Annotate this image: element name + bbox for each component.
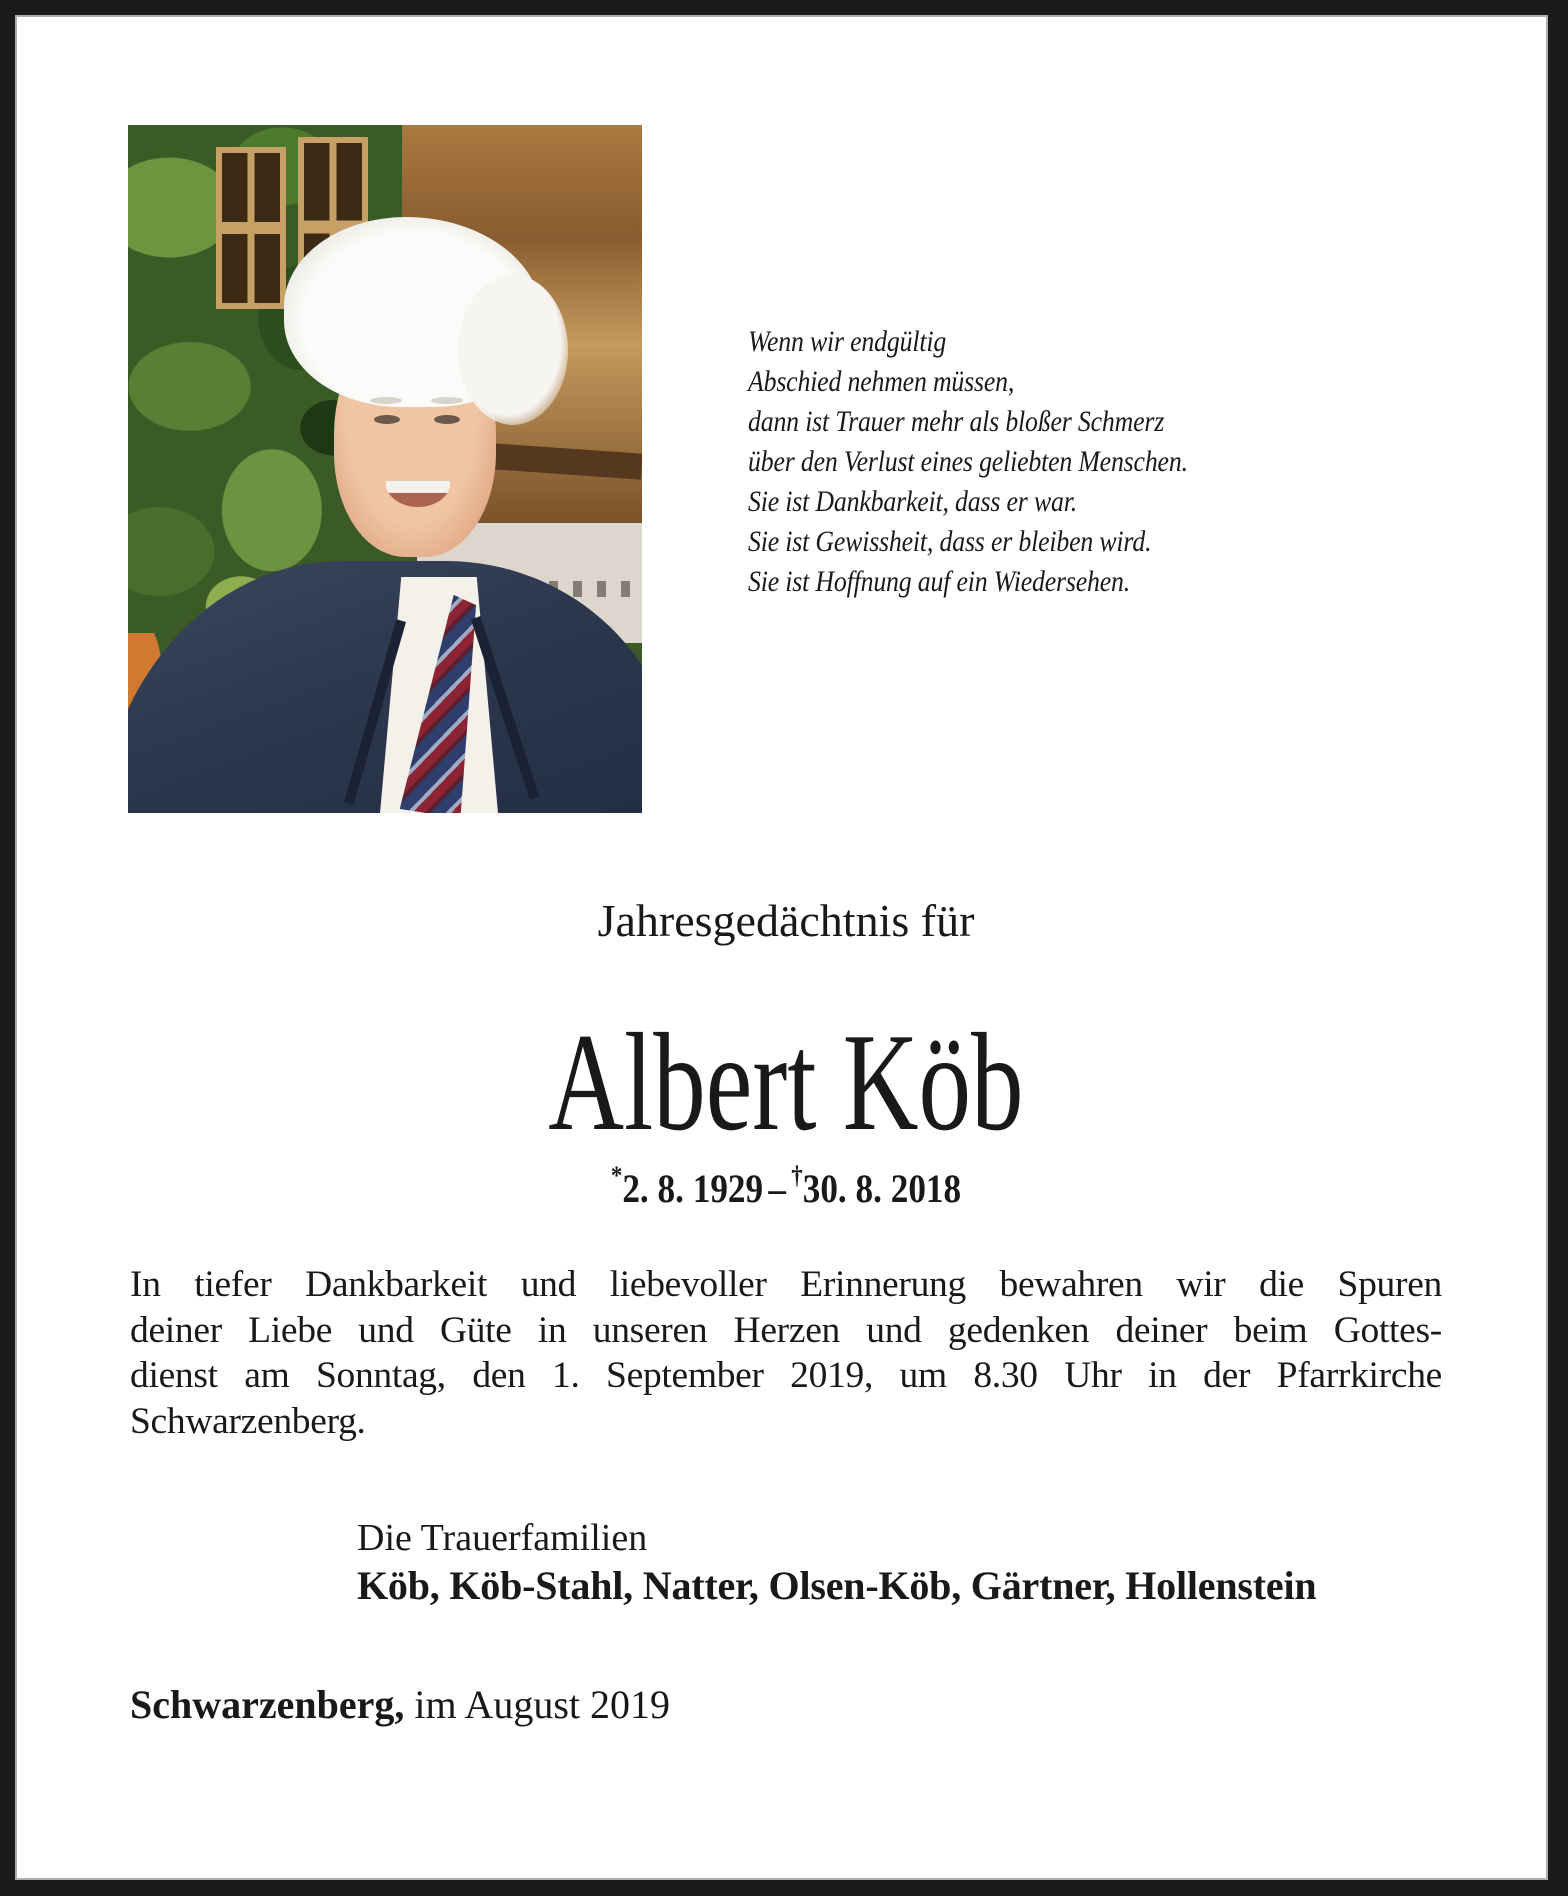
signoff-date: im August 2019 [404,1682,670,1727]
deceased-name-text: Albert Köb [548,1005,1024,1160]
house-window-left [216,147,286,309]
poem-line: Wenn wir endgültig [748,325,947,358]
mourning-families-intro: Die Trauerfamilien [357,1517,648,1559]
poem-line: Abschied nehmen müssen, [748,365,1015,398]
memorial-poem [748,322,1188,602]
signoff-place: Schwarzenberg, [130,1682,405,1727]
birth-symbol: * [610,1160,623,1190]
announcement-line: In tiefer Dankbarkeit und liebevoller Erinnerung bewahren wir die Spuren [130,1264,1442,1305]
poem-line: dann ist Trauer mehr als bloßer Schmerz [748,405,1165,438]
birth-date: 2. 8. 1929 [622,1166,764,1211]
memorial-type-heading: Jahresgedächtnis für [597,895,975,946]
portrait-brow-left [370,397,402,404]
poem-line: Sie ist Hoffnung auf ein Wiedersehen. [748,565,1131,598]
announcement-line: dienst am Sonntag, den 1. September 2019, um 8.30 Uhr in der Pfarrkirche [130,1355,1442,1396]
poem-line: über den Verlust eines geliebten Menschen. [748,445,1188,478]
death-symbol: † [791,1160,803,1190]
announcement-paragraph [130,1262,1442,1444]
mourning-families [357,1515,1316,1611]
date-separator: – [768,1166,786,1211]
announcement-line: Schwarzenberg. [130,1400,366,1442]
portrait-eye-right [434,415,460,424]
portrait-hair-side [458,275,568,425]
death-date: 30. 8. 2018 [802,1166,962,1211]
life-dates [130,1160,1442,1211]
announcement-line: deiner Liebe und Güte in unseren Herzen und gedenken deiner beim Gottes- [130,1309,1442,1351]
portrait-photo [128,125,642,813]
mourning-families-names: Köb, Köb-Stahl, Natter, Olsen-Köb, Gärtner, Hollenstein [357,1563,1317,1608]
signoff-line [130,1682,670,1728]
portrait-eye-left [374,415,400,424]
poem-line: Sie ist Gewissheit, dass er bleiben wird. [748,525,1152,558]
life-dates-text [610,1160,962,1211]
deceased-name [130,1005,1442,1160]
portrait-brow-right [431,397,463,404]
poem-line: Sie ist Dankbarkeit, dass er war. [748,485,1078,518]
